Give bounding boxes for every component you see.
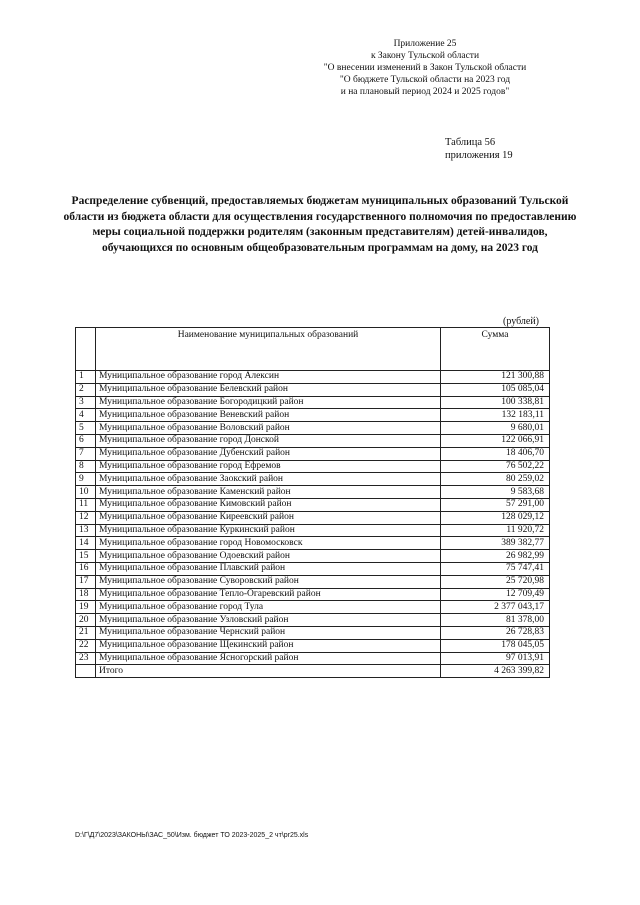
row-number: 21 — [76, 626, 96, 639]
row-number: 8 — [76, 460, 96, 473]
appendix-number: приложения 19 — [445, 150, 513, 161]
row-sum: 18 406,70 — [441, 447, 550, 460]
row-sum: 12 709,49 — [441, 588, 550, 601]
row-sum: 9 680,01 — [441, 422, 550, 435]
appendix-line: к Закону Тульской области — [370, 51, 480, 61]
header-sum-cell: Сумма — [441, 328, 550, 371]
row-sum: 9 583,68 — [441, 486, 550, 499]
row-sum: 25 720,98 — [441, 575, 550, 588]
row-sum: 178 045,05 — [441, 639, 550, 652]
row-name: Муниципальное образование город Ефремов — [96, 460, 441, 473]
row-name: Муниципальное образование Заокский район — [96, 473, 441, 486]
row-name: Муниципальное образование Одоевский район — [96, 550, 441, 563]
table-row — [76, 626, 550, 639]
row-number: 5 — [76, 422, 96, 435]
row-name: Муниципальное образование Куркинский район — [96, 524, 441, 537]
row-sum: 57 291,00 — [441, 498, 550, 511]
table-row — [76, 486, 550, 499]
total-sum: 4 263 399,82 — [441, 665, 550, 678]
row-number: 16 — [76, 562, 96, 575]
row-number: 3 — [76, 396, 96, 409]
row-sum: 80 259,02 — [441, 473, 550, 486]
table-row — [76, 371, 550, 384]
subvention-table — [75, 327, 550, 678]
appendix-line: "О бюджете Тульской области на 2023 год — [339, 75, 511, 85]
row-number: 11 — [76, 498, 96, 511]
row-number: 12 — [76, 511, 96, 524]
row-name: Муниципальное образование Суворовский район — [96, 575, 441, 588]
row-sum: 97 013,91 — [441, 652, 550, 665]
table-row — [76, 524, 550, 537]
row-number: 14 — [76, 537, 96, 550]
table-row — [76, 639, 550, 652]
row-sum: 128 029,12 — [441, 511, 550, 524]
row-sum: 11 920,72 — [441, 524, 550, 537]
appendix-line: "О внесении изменений в Закон Тульской области — [323, 63, 527, 73]
row-number: 13 — [76, 524, 96, 537]
table-row — [76, 562, 550, 575]
table-row — [76, 652, 550, 665]
row-sum: 132 183,11 — [441, 409, 550, 422]
table-row — [76, 409, 550, 422]
row-sum: 389 382,77 — [441, 537, 550, 550]
table-row — [76, 473, 550, 486]
row-name: Муниципальное образование Дубенский район — [96, 447, 441, 460]
row-number: 6 — [76, 434, 96, 447]
row-sum: 100 338,81 — [441, 396, 550, 409]
table-row — [76, 575, 550, 588]
row-sum: 26 982,99 — [441, 550, 550, 563]
row-name: Муниципальное образование Богородицкий район — [96, 396, 441, 409]
row-name: Муниципальное образование Воловский район — [96, 422, 441, 435]
table-row — [76, 550, 550, 563]
row-sum: 26 728,83 — [441, 626, 550, 639]
row-sum: 121 300,88 — [441, 371, 550, 384]
table-row — [76, 498, 550, 511]
row-number: 23 — [76, 652, 96, 665]
row-name: Муниципальное образование Веневский район — [96, 409, 441, 422]
units-label: (рублей) — [503, 316, 540, 327]
table-header-row — [76, 328, 550, 371]
header-number-cell — [76, 328, 96, 371]
appendix-line: Приложение 25 — [393, 39, 457, 49]
row-name: Муниципальное образование город Тула — [96, 601, 441, 614]
row-name: Муниципальное образование Каменский район — [96, 486, 441, 499]
row-name: Муниципальное образование Узловский район — [96, 614, 441, 627]
row-name: Муниципальное образование Кимовский район — [96, 498, 441, 511]
row-number: 7 — [76, 447, 96, 460]
row-number: 19 — [76, 601, 96, 614]
row-number: 18 — [76, 588, 96, 601]
row-sum: 122 066,91 — [441, 434, 550, 447]
row-name: Муниципальное образование Тепло-Огаревский район — [96, 588, 441, 601]
row-name: Муниципальное образование город Новомосковск — [96, 537, 441, 550]
row-name: Муниципальное образование Ясногорский район — [96, 652, 441, 665]
row-name: Муниципальное образование город Донской — [96, 434, 441, 447]
row-name: Муниципальное образование Плавский район — [96, 562, 441, 575]
row-sum: 75 747,41 — [441, 562, 550, 575]
table-row — [76, 537, 550, 550]
row-number: 9 — [76, 473, 96, 486]
row-number: 20 — [76, 614, 96, 627]
table-row — [76, 422, 550, 435]
table-number: Таблица 56 — [445, 137, 496, 148]
row-sum: 105 085,04 — [441, 383, 550, 396]
header-name-cell: Наименование муниципальных образований — [96, 328, 441, 371]
document-title: Распределение субвенций, предоставляемых бюджетам муниципальных образований Тульской области из бюджета области для осуществления государственного полномочия по предоставлению меры социальной поддержки родителям (законным представителям) детей-инвалидов, обучающихся по основным общеобразовательным программам на дому, на 2023 год — [63, 195, 577, 254]
row-name: Муниципальное образование Киреевский район — [96, 511, 441, 524]
table-body — [76, 371, 550, 665]
table-row — [76, 588, 550, 601]
row-sum: 2 377 043,17 — [441, 601, 550, 614]
table-row — [76, 396, 550, 409]
row-number: 17 — [76, 575, 96, 588]
file-path-footer: D:\Г\Д7\2023\ЗАКОНЫ\ЗАС_50\Изм. бюджет ТО 2023-2025_2 чт\pr25.xls — [75, 832, 309, 839]
row-number: 4 — [76, 409, 96, 422]
total-label: Итого — [96, 665, 441, 678]
row-name: Муниципальное образование город Алексин — [96, 371, 441, 384]
row-sum: 81 378,00 — [441, 614, 550, 627]
table-row — [76, 460, 550, 473]
row-number: 10 — [76, 486, 96, 499]
table-row — [76, 434, 550, 447]
row-name: Муниципальное образование Чернский район — [96, 626, 441, 639]
appendix-header — [300, 38, 550, 98]
row-name: Муниципальное образование Щекинский район — [96, 639, 441, 652]
table-reference — [445, 136, 513, 162]
table-row — [76, 511, 550, 524]
appendix-line: и на плановый период 2024 и 2025 годов" — [340, 87, 510, 97]
row-number: 2 — [76, 383, 96, 396]
row-sum: 76 502,22 — [441, 460, 550, 473]
row-number: 22 — [76, 639, 96, 652]
total-row — [76, 665, 550, 678]
table-row — [76, 447, 550, 460]
row-name: Муниципальное образование Белевский район — [96, 383, 441, 396]
total-number-cell — [76, 665, 96, 678]
table-row — [76, 383, 550, 396]
row-number: 15 — [76, 550, 96, 563]
table-row — [76, 614, 550, 627]
row-number: 1 — [76, 371, 96, 384]
table-row — [76, 601, 550, 614]
